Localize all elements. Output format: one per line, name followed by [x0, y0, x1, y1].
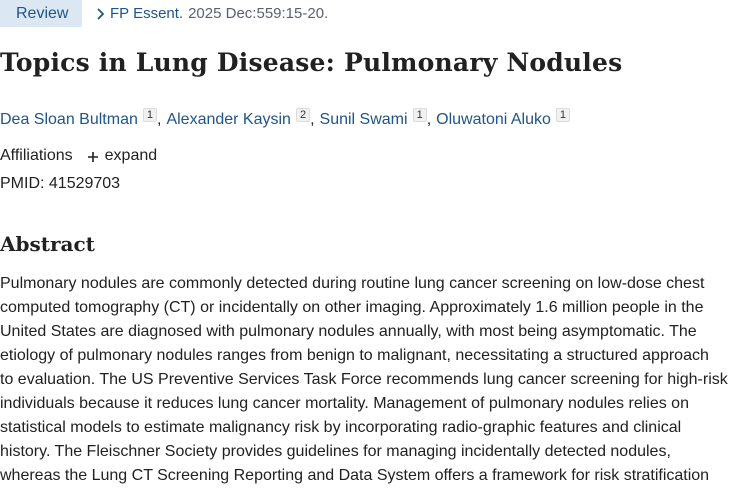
abstract-line: whereas the Lung CT Screening Reporting and Data System offers a framework for risk stratification — [0, 467, 710, 484]
affiliation-marker[interactable]: 1 — [556, 108, 570, 122]
citation-bar — [0, 0, 328, 27]
abstract-line: individuals because it reduces lung cancer mortality. Management of pulmonary nodules relies on — [0, 395, 689, 412]
abstract-body — [0, 274, 750, 490]
review-badge[interactable]: Review — [0, 0, 82, 27]
affiliations-row — [0, 147, 157, 165]
journal-link[interactable]: FP Essent. — [110, 5, 184, 22]
citation-details: 2025 Dec:559:15-20. — [188, 5, 329, 22]
pmid: PMID: 41529703 — [0, 175, 121, 192]
abstract-line: United States are diagnosed with pulmonary nodules annually, with most being asymptomatic. The — [0, 323, 697, 340]
author-list: Dea Sloan Bultman 1 , Alexander Kaysin 2 , Sunil Swami 1 , Oluwatoni Aluko 1 — [0, 108, 570, 129]
abstract-line: statistical models to estimate malignancy risk by incorporating radio-graphic features and clinical — [0, 419, 682, 436]
expand-label: expand — [104, 147, 158, 164]
expand-affiliations-button[interactable] — [87, 147, 158, 165]
author-link[interactable]: Sunil Swami — [319, 111, 408, 128]
affiliation-marker[interactable]: 1 — [413, 108, 427, 122]
plus-icon — [87, 150, 99, 162]
abstract-line: history. The Fleischner Society provides guidelines for managing incidentally detected nodules, — [0, 443, 671, 460]
author-link[interactable]: Alexander Kaysin — [166, 111, 291, 128]
affiliations-label: Affiliations — [0, 147, 73, 164]
author-link[interactable]: Oluwatoni Aluko — [436, 111, 551, 128]
chevron-right-icon[interactable] — [94, 7, 108, 21]
author-link[interactable]: Dea Sloan Bultman — [0, 111, 138, 128]
affiliation-marker[interactable]: 2 — [296, 108, 310, 122]
abstract-line: Pulmonary nodules are commonly detected during routine lung cancer screening on low-dose chest — [0, 275, 705, 292]
abstract-line: to evaluation. The US Preventive Services Task Force recommends lung cancer screening for high-risk — [0, 371, 728, 388]
page-title: Topics in Lung Disease: Pulmonary Nodules — [0, 48, 623, 77]
abstract-line: computed tomography (CT) or incidentally on other imaging. Approximately 1.6 million people in the — [0, 299, 704, 316]
abstract-line: etiology of pulmonary nodules ranges from benign to malignant, necessitating a structured approach — [0, 347, 709, 364]
affiliation-marker[interactable]: 1 — [143, 108, 157, 122]
abstract-heading: Abstract — [0, 232, 95, 256]
